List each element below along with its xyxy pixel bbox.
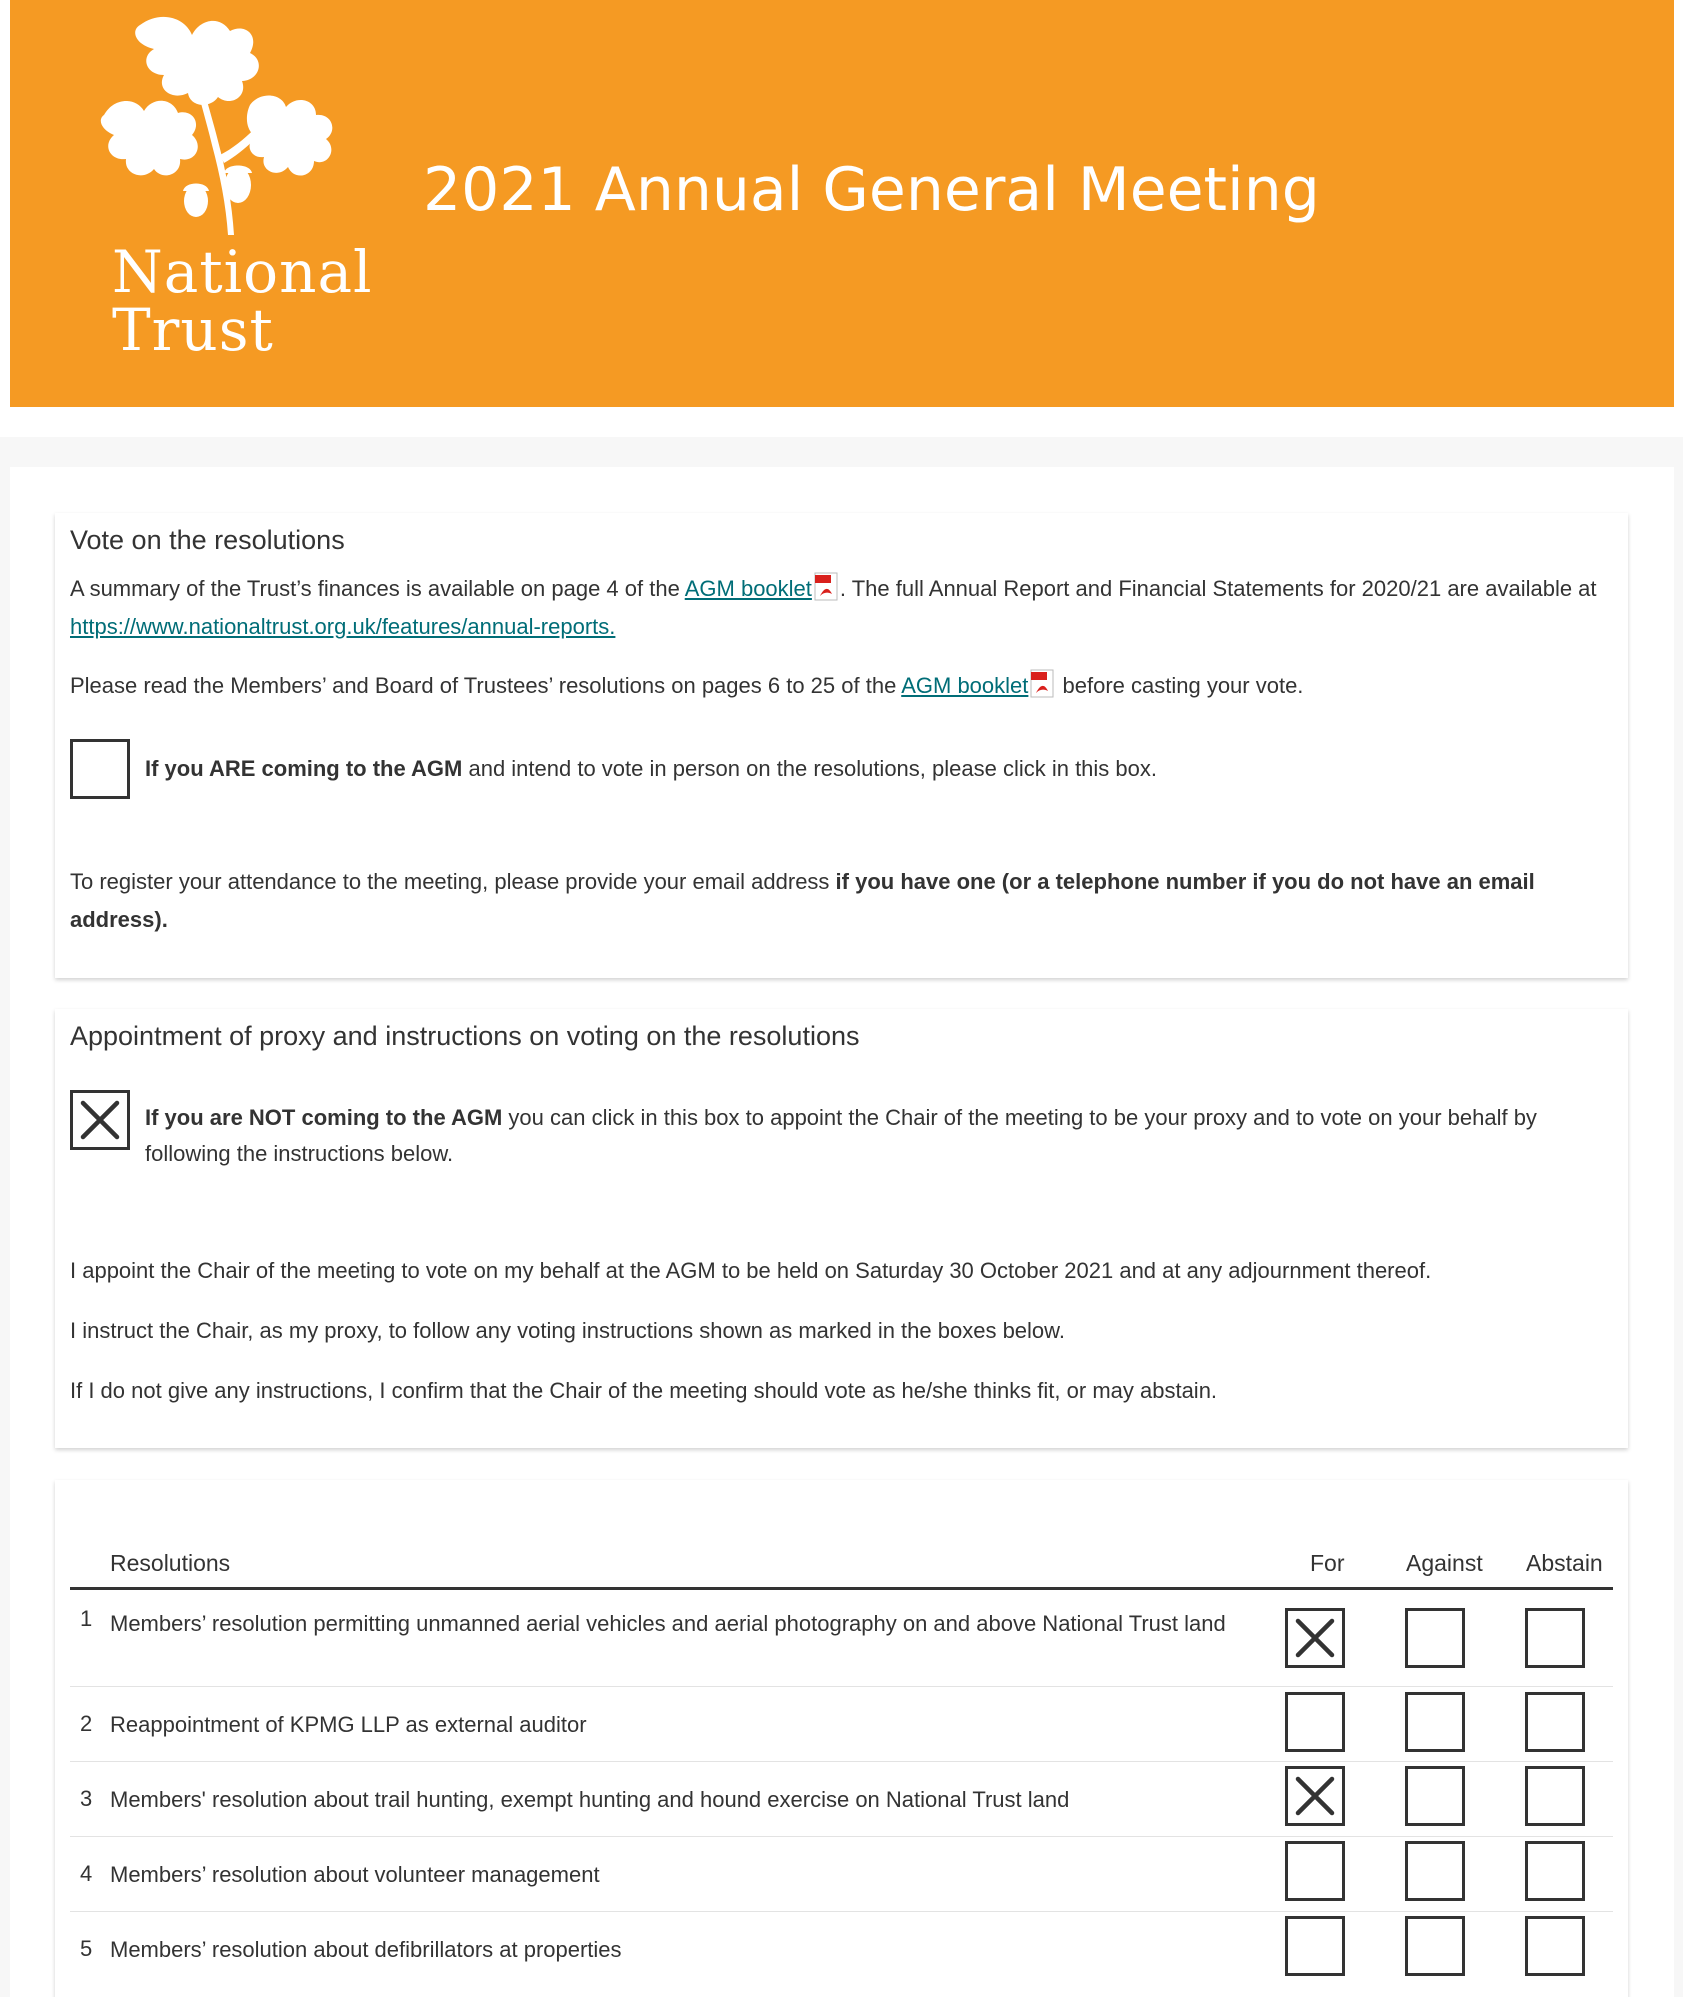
header-banner bbox=[10, 0, 1674, 407]
logo-wordmark bbox=[112, 238, 373, 364]
col-for: For bbox=[1310, 1550, 1345, 1576]
resolution-number: 5 bbox=[80, 1936, 93, 1961]
appoint-chair-text: I appoint the Chair of the meeting to vote on my behalf at the AGM to be held on Saturday 30 October 2021 and at any adjournment thereof. bbox=[70, 1258, 1432, 1283]
attending-label-rest: and intend to vote in person on the resolutions, please click in this box. bbox=[462, 756, 1158, 781]
table-header bbox=[70, 1550, 1613, 1590]
table-row bbox=[70, 1762, 1613, 1837]
vote-against-checkbox[interactable] bbox=[1405, 1766, 1465, 1826]
resolution-number: 3 bbox=[80, 1786, 93, 1811]
x-mark-icon bbox=[79, 1099, 121, 1141]
col-abstain: Abstain bbox=[1526, 1550, 1603, 1576]
agm-booklet-link-2[interactable]: AGM booklet bbox=[901, 673, 1029, 698]
vote-for-checkbox[interactable] bbox=[1285, 1692, 1345, 1752]
table-row bbox=[70, 1912, 1613, 1987]
resolution-number: 2 bbox=[80, 1711, 93, 1736]
finances-text-start: A summary of the Trust’s finances is available on page 4 of the bbox=[70, 576, 685, 601]
proxy-checkbox[interactable] bbox=[70, 1090, 130, 1150]
national-trust-logo[interactable] bbox=[100, 5, 373, 365]
read-text-start: Please read the Members’ and Board of Trustees’ resolutions on pages 6 to 25 of the bbox=[70, 673, 902, 698]
pdf-icon[interactable] bbox=[1030, 669, 1056, 699]
col-against: Against bbox=[1406, 1550, 1483, 1576]
vote-against-checkbox[interactable] bbox=[1405, 1608, 1465, 1668]
register-attendance-paragraph bbox=[70, 863, 1615, 939]
pdf-icon[interactable] bbox=[814, 572, 840, 602]
vote-abstain-checkbox[interactable] bbox=[1525, 1916, 1585, 1976]
vote-for-checkbox[interactable] bbox=[1285, 1608, 1345, 1668]
resolution-text: Members’ resolution about defibrillators at properties bbox=[110, 1937, 622, 1962]
instruct-chair-text: I instruct the Chair, as my proxy, to follow any voting instructions shown as marked in the boxes below. bbox=[70, 1318, 1065, 1343]
proxy-label-bold: If you are NOT coming to the AGM bbox=[145, 1105, 503, 1130]
attending-label bbox=[145, 751, 1565, 787]
vote-for-checkbox[interactable] bbox=[1285, 1841, 1345, 1901]
no-instructions-text: If I do not give any instructions, I confirm that the Chair of the meeting should vote as he/she thinks fit, or may abstain. bbox=[70, 1378, 1218, 1403]
logo-line-national: National bbox=[112, 238, 373, 306]
read-resolutions-paragraph bbox=[70, 667, 1615, 705]
vote-against-checkbox[interactable] bbox=[1405, 1692, 1465, 1752]
table-row bbox=[70, 1837, 1613, 1912]
resolution-number: 4 bbox=[80, 1861, 93, 1886]
vote-abstain-checkbox[interactable] bbox=[1525, 1841, 1585, 1901]
vote-abstain-checkbox[interactable] bbox=[1525, 1692, 1585, 1752]
read-text-end: before casting your vote. bbox=[1056, 673, 1304, 698]
proxy-section-heading: Appointment of proxy and instructions on voting on the resolutions bbox=[70, 1021, 860, 1051]
annual-reports-link[interactable]: https://www.nationaltrust.org.uk/features/annual-reports. bbox=[70, 614, 616, 639]
proxy-label bbox=[145, 1100, 1565, 1172]
x-mark-icon bbox=[1294, 1775, 1336, 1817]
register-text-bold: if you have one (or a telephone number if you do not have an email address). bbox=[70, 869, 1535, 932]
page-title: 2021 Annual General Meeting bbox=[423, 155, 1320, 225]
vote-abstain-checkbox[interactable] bbox=[1525, 1608, 1585, 1668]
resolution-text: Members' resolution about trail hunting, exempt hunting and hound exercise on National Trust land bbox=[110, 1787, 1070, 1812]
agm-booklet-link[interactable]: AGM booklet bbox=[684, 576, 812, 601]
vote-for-checkbox[interactable] bbox=[1285, 1766, 1345, 1826]
resolution-text: Reappointment of KPMG LLP as external auditor bbox=[110, 1712, 587, 1737]
table-row bbox=[70, 1595, 1613, 1687]
vote-abstain-checkbox[interactable] bbox=[1525, 1766, 1585, 1826]
finances-paragraph bbox=[70, 570, 1615, 646]
vote-section bbox=[55, 513, 1628, 978]
vote-against-checkbox[interactable] bbox=[1405, 1916, 1465, 1976]
logo-line-trust: Trust bbox=[112, 296, 274, 364]
resolution-text: Members’ resolution about volunteer management bbox=[110, 1862, 600, 1887]
proxy-section bbox=[55, 1009, 1628, 1448]
attending-label-bold: If you ARE coming to the AGM bbox=[145, 756, 463, 781]
vote-for-checkbox[interactable] bbox=[1285, 1916, 1345, 1976]
x-mark-icon bbox=[1294, 1617, 1336, 1659]
col-resolutions: Resolutions bbox=[110, 1550, 231, 1576]
resolution-number: 1 bbox=[80, 1606, 93, 1631]
attending-checkbox[interactable] bbox=[70, 739, 130, 799]
resolution-text: Members’ resolution permitting unmanned aerial vehicles and aerial photography on and above National Trust land bbox=[110, 1611, 1226, 1636]
proxy-label-rest: you can click in this box to appoint the Chair of the meeting to be your proxy and to vote on your behalf by following the instructions below. bbox=[145, 1105, 1537, 1166]
vote-section-heading: Vote on the resolutions bbox=[70, 525, 345, 555]
resolutions-table bbox=[55, 1480, 1628, 1997]
finances-text-mid: . The full Annual Report and Financial Statements for 2020/21 are available at bbox=[839, 576, 1597, 601]
table-row bbox=[70, 1687, 1613, 1762]
vote-against-checkbox[interactable] bbox=[1405, 1841, 1465, 1901]
register-text: To register your attendance to the meeting, please provide your email address bbox=[70, 869, 836, 894]
oak-leaf-icon bbox=[100, 5, 360, 245]
